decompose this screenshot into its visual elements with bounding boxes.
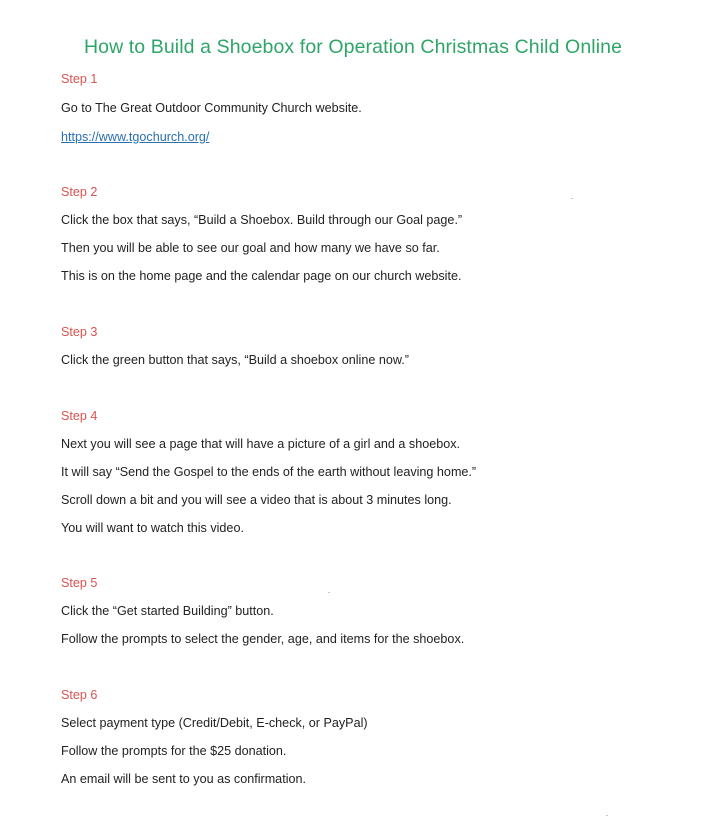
step-4-heading: Step 4 — [61, 409, 98, 423]
step-4-line-3: Scroll down a bit and you will see a video that is about 3 minutes long. — [61, 493, 452, 507]
step-6-heading: Step 6 — [61, 688, 98, 702]
step-3-heading: Step 3 — [61, 325, 98, 339]
step-5-heading: Step 5 — [61, 576, 98, 590]
step-2-line-1: Click the box that says, “Build a Shoebox. Build through our Goal page.” — [61, 213, 463, 227]
step-5-line-1: Click the “Get started Building” button. — [61, 604, 274, 618]
step-6-line-3: An email will be sent to you as confirmation. — [61, 772, 306, 786]
step-2-heading: Step 2 — [61, 185, 98, 199]
step-1-line-1: Go to The Great Outdoor Community Church website. — [61, 101, 362, 115]
step-4-line-1: Next you will see a page that will have a picture of a girl and a shoebox. — [61, 437, 461, 451]
step-3-line-1: Click the green button that says, “Build a shoebox online now.” — [61, 353, 409, 367]
step-4-line-4: You will want to watch this video. — [61, 521, 244, 535]
step-1-link-line — [61, 130, 209, 144]
step-2-line-3: This is on the home page and the calendar page on our church website. — [61, 269, 462, 283]
step-6-line-2: Follow the prompts for the $25 donation. — [61, 744, 287, 758]
scan-speck — [571, 198, 573, 199]
church-website-link[interactable]: https://www.tgochurch.org/ — [61, 130, 210, 144]
step-4-line-2: It will say “Send the Gospel to the ends of the earth without leaving home.” — [61, 465, 477, 479]
step-2-line-2: Then you will be able to see our goal and how many we have so far. — [61, 241, 440, 255]
scan-speck — [606, 815, 608, 816]
step-5-line-2: Follow the prompts to select the gender, age, and items for the shoebox. — [61, 632, 465, 646]
page-title: How to Build a Shoebox for Operation Christmas Child Online — [83, 36, 623, 58]
step-6-line-1: Select payment type (Credit/Debit, E-check, or PayPal) — [61, 716, 368, 730]
scan-speck — [328, 592, 330, 593]
step-1-heading: Step 1 — [61, 72, 98, 86]
